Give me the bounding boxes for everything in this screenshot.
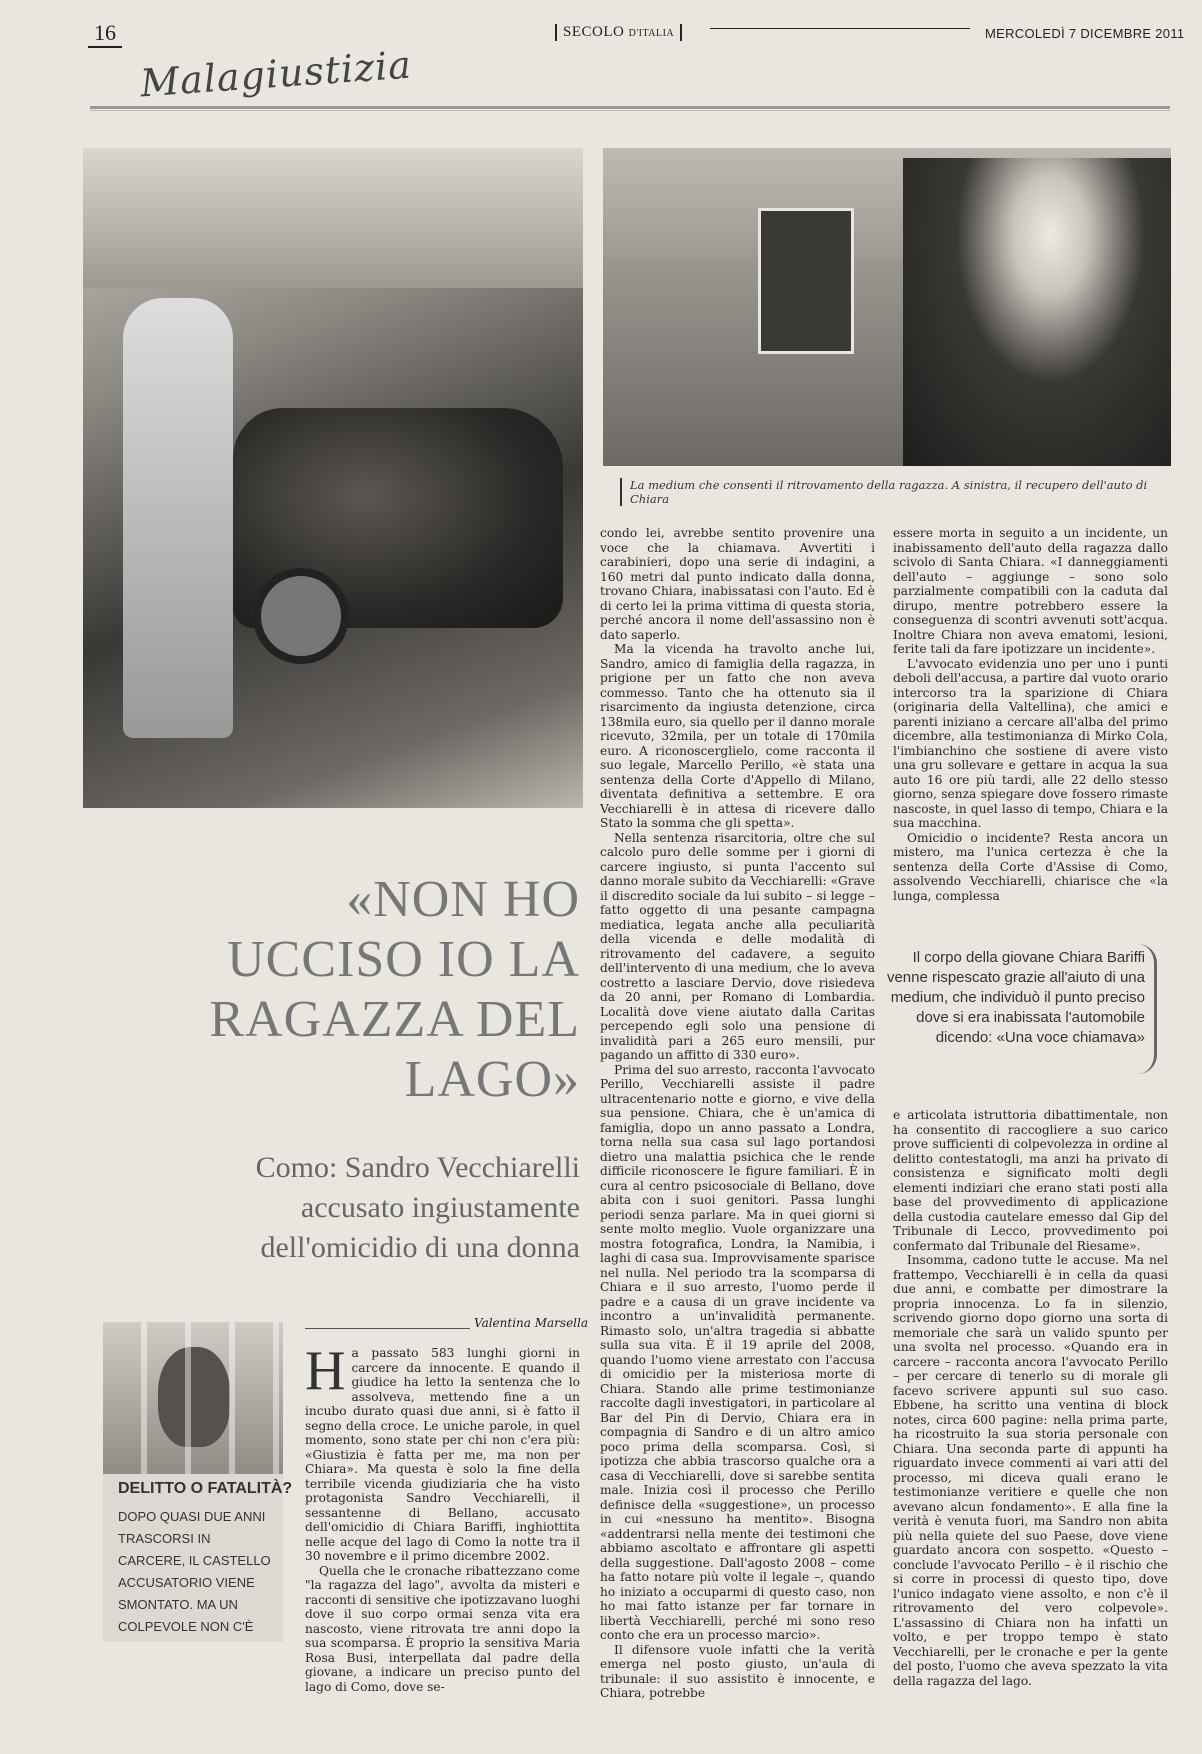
header-rule — [710, 28, 970, 29]
article-paragraph — [305, 1340, 580, 1564]
byline: Valentina Marsella — [470, 1316, 592, 1330]
pull-quote-bracket — [1138, 944, 1157, 1074]
article-paragraph: essere morta in seguito a un incidente, un inabissamento dell'auto della ragazza dallo scivolo di Santa Chiara. «I danneggiamenti dell'auto – aggiunge – sono solo parzialmente compatibili con la caduta dal dirupo, mentre potrebbero essere la conseguenza di scontri avvenuti sott'acqua. Inoltre Chiara non aveva ematomi, lesioni, ferite tali da fare ipotizzare un incidente». — [893, 526, 1168, 656]
medium-portrait — [903, 158, 1171, 466]
subheadline: Como: Sandro Vecchiarelli accusato ingiustamente dell'omicidio di una donna — [255, 1151, 580, 1264]
section-divider-thin — [90, 110, 1170, 111]
photo-caption: La medium che consentì il ritrovamento della ragazza. A sinistra, il recupero dell'auto di Chiara — [620, 478, 1180, 506]
article-paragraph: condo lei, avrebbe sentito provenire una voce che la chiamava. Avvertiti i carabinieri, dopo una serie di indagini, a 160 metri dal punto indicato dalla donna, trovano Chiara, inabissatasi con l'auto. Ed è di certo lei la prima vittima di questa storia, perché ancora il nome dell'assassino non è dato saperlo. — [600, 526, 875, 642]
article-paragraph: Ma la vicenda ha travolto anche lui, Sandro, amico di famiglia della ragazza, in prigione per un fatto che non aveva commesso. Tanto che ha ottenuto sia il risarcimento da ingiusta detenzione, circa 138mila euro, sia quello per il danno morale ricevuto, 32mila, per un totale di 170mila euro. A riconoscerglielo, come racconta il suo legale, Marcello Perillo, «è stata una sentenza della Corte d'Appello di Milano, diventata definitiva a settembre. E ora Vecchiarelli è in attesa di ricevere dallo Stato la somma che gli spetta». — [600, 642, 875, 830]
paragraph-text: a passato 583 lunghi giorni in carcere da innocente. E quando il giudice ha letto la sentenza che lo assolveva, mettendo fine a un incubo durato quasi due anni, si è fatto il segno della croce. Le uniche parole, in quel momento, sono state per chi non c'era più: «Giustizia è fatta per me, ma non per Chiara». Ma questa è solo la fine della terribile vicenda giudiziaria che ha visto protagonista Sandro Vecchiarelli, il sessantenne di Bellano, accusato dell'omicidio di Chiara Bariffi, inghiottita nelle acque del lago di Como la notte tra il 30 novembre e il primo dicembre 2002. — [305, 1346, 580, 1563]
headline: «NON HO UCCISO IO LA RAGAZZA DEL LAGO» — [209, 871, 580, 1108]
newspaper-name: SECOLO — [563, 24, 625, 40]
medium-photo — [603, 148, 1171, 466]
article-paragraph: Quella che le cronache ribattezzano come "la ragazza del lago", avvolta da misteri e racconti di sensitive che ipotizzavano luoghi dove il suo corpo ormai senza vita era nascosto, viene ritrovata tre anni dopo la sua scomparsa. È proprio la sensitiva Maria Rosa Busi, interpellata dal padre della giovane, a indicare un preciso punto del lago di Como, dove se- — [305, 1563, 580, 1694]
newspaper-suffix: D'ITALIA — [628, 28, 675, 39]
article-column-1 — [305, 1340, 580, 1694]
article-paragraph: Insomma, cadono tutte le accuse. Ma nel frattempo, Vecchiarelli è in cella da quasi due anni, e combatte per dimostrare la propria innocenza. Lo fa in silenzio, scrivendo giorno dopo giorno una sorta di memoriale che sarà un valido spunto per una svolta nel processo. «Quando era in carcere – racconta ancora l'avvocato Perillo – per cercare di tenerlo su di morale gli facevo scrivere appunti sul suo caso. Ebbene, ha scritto una ventina di block notes, circa 600 pagine: nella prima parte, ha ricostruito la sua storia personale con Chiara. Una seconda parte di appunti ha riguardato invece commenti ai vari atti del processo, mi diceva quali erano le testimonianze veritiere e quelle che non avevano alcun fondamento». E alla fine la verità è venuta fuori, ma Sandro non abita più nella quiete del suo Paese, dove viene guardato ancora con sospetto. «Questo – conclude l'avvocato Perillo – è il rischio che si corre in processi di questo tipo, dove l'unico indagato viene assolto, e non c'è il ritrovamento del vero colpevole». L'assassino di Chiara non ha infatti un volto, e per troppo tempo è stato Vecchiarelli, per le cronache e per la gente del posto, l'uomo che aveva spezzato la vita della ragazza del lago. — [893, 1253, 1168, 1688]
page-number: 16 — [88, 20, 122, 48]
article-paragraph: Omicidio o incidente? Resta ancora un mistero, ma l'unica certezza è che la sentenza della Corte d'Assise di Como, assolvendo Vecchiarelli, chiarisce che «la lunga, complessa — [893, 830, 1168, 903]
vecchiarelli-photo — [103, 1322, 283, 1474]
newspaper-masthead — [555, 24, 682, 41]
section-title: Malagiustizia — [138, 42, 414, 106]
article-paragraph: Prima del suo arresto, racconta l'avvocato Perillo, Vecchiarelli assiste il padre ultracentenario notte e giorno, e vive della sua pensione. Chiara, che è un'amica di famiglia, dopo un anno passato a Londra, torna nella sua casa sul lago portandosi dietro una malattia psichica che le rende difficile riconoscere le figure familiari. È in cura al centro psicosociale di Bellano, dove abita con i suoi genitori. Passa lunghi periodi senza parlare. Ma in quei giorni si sente molto meglio. Vuole organizzare una mostra fotografica, Londra, la Namibia, i laghi di casa sua. Improvvisamente sparisce nel nulla. Nel periodo tra la scomparsa di Chiara e il suo arresto, l'uomo perde il padre e a causa di un grave incidente va incontro a un'invalidità permanente. Rimasto solo, un'altra tragedia si abbatte sulla sua vita. È il 19 aprile del 2008, quando l'uomo viene arrestato con l'accusa di omicidio per la misteriosa morte di Chiara. Stando alle prime testimonianze raccolte dagli investigatori, in particolare al Bar del Pin di Dervio, Chiara era in compagnia di Sandro e di un altro amico poco prima della scomparsa. Così, si ipotizza che abbia trascorso qualche ora a casa di Vecchiarelli, dove si sarebbe sentita male. Inizia così il processo che Perillo definisce della «suggestione», un processo in cui «nessuno ha mentito». Bisogna «addentrarsi nella mente dei testimoni che abbiamo ascoltato e affrontare gli aspetti della suggestione. Dall'agosto 2008 – come ha fatto notare più volte il legale –, quando ho iniziato a occuparmi di questo caso, non ho mai fatto istanze per far tornare in libertà Vecchiarelli, perché mi sono reso conto che era un processo marcio». — [600, 1062, 876, 1642]
prison-bars — [103, 1322, 283, 1474]
chiara-portrait-inset — [758, 208, 854, 354]
car-wheel — [253, 568, 349, 664]
issue-date: MERCOLEDÌ 7 DICEMBRE 2011 — [985, 26, 1185, 41]
drop-cap: H — [305, 1340, 346, 1402]
car-recovery-photo — [83, 148, 583, 808]
article-column-2 — [600, 526, 875, 1701]
photo-sky — [83, 148, 583, 288]
article-paragraph: Nella sentenza risarcitoria, oltre che sul calcolo puro delle somme per i giorni di carcere ingiusto, si punta l'accento sul danno morale subito da Vecchiarelli: «Grave il discredito sociale da lui subito – si legge – fatto oggetto di una pesante campagna mediatica, legata anche alla peculiarità della vicenda e delle modalità di ritrovamento del cadavere, a seguito dell'intervento di una medium, che lo aveva costretto a lasciare Dervio, dove risiedeva da 20 anni, per Romano di Lombardia. Località dove viene aiutato dalla Caritas percependo egli solo una pensione di invalidità pari a 265 euro mensili, pur pagando un affitto di 330 euro». — [600, 830, 875, 1062]
sidebar-text: DOPO QUASI DUE ANNI TRASCORSI IN CARCERE, IL CASTELLO ACCUSATORIO VIENE SMONTATO. MA UN COLPEVOLE NON C'È — [118, 1509, 271, 1634]
article-column-3 — [893, 526, 1168, 903]
article-column-3-continued — [893, 1108, 1168, 1688]
article-paragraph: e articolata istruttoria dibattimentale, non ha consentito di raccogliere a suo carico prove sufficienti di colpevolezza in ordine al delitto contestatogli, ma anzi ha privato di consistenza e significato molti degli elementi indiziari che erano stati posti alla base del provvedimento di applicazione della custodia cautelare emesso dal Gip del Tribunale di Lecco, provvedimento poi confermato dal Tribunale del Riesame». — [893, 1108, 1168, 1253]
article-paragraph: L'avvocato evidenzia uno per uno i punti deboli dell'accusa, a partire dal vuoto orario intercorso tra la sparizione di Chiara (originaria della Valtellina), che amici e parenti iniziano a cercare all'alba del primo dicembre, alla testimonianza di Mirko Cola, l'imbianchino che sostiene di avere visto una gru sollevare e gettare in acqua la sua auto 16 ore più tardi, alle 22 dello stesso giorno, senza spiegare dove fossero rimaste nascoste, in quel lasso di tempo, Chiara e la sua macchina. — [893, 656, 1168, 830]
pull-quote: Il corpo della giovane Chiara Bariffi venne rispescato grazie all'aiuto di una medium, che individuò il punto preciso dove si era inabissata l'automobile dicendo: «Una voce chiamava» — [886, 949, 1145, 1046]
section-divider — [90, 106, 1170, 109]
article-paragraph: Il difensore vuole infatti che la verità emerga nel posto giusto, un'aula di tribunale: il suo assistito è innocente, e Chiara, potrebbe — [600, 1642, 875, 1700]
diver-figure — [123, 298, 233, 738]
sidebar-title: DELITTO O FATALITÀ? — [118, 1480, 293, 1497]
